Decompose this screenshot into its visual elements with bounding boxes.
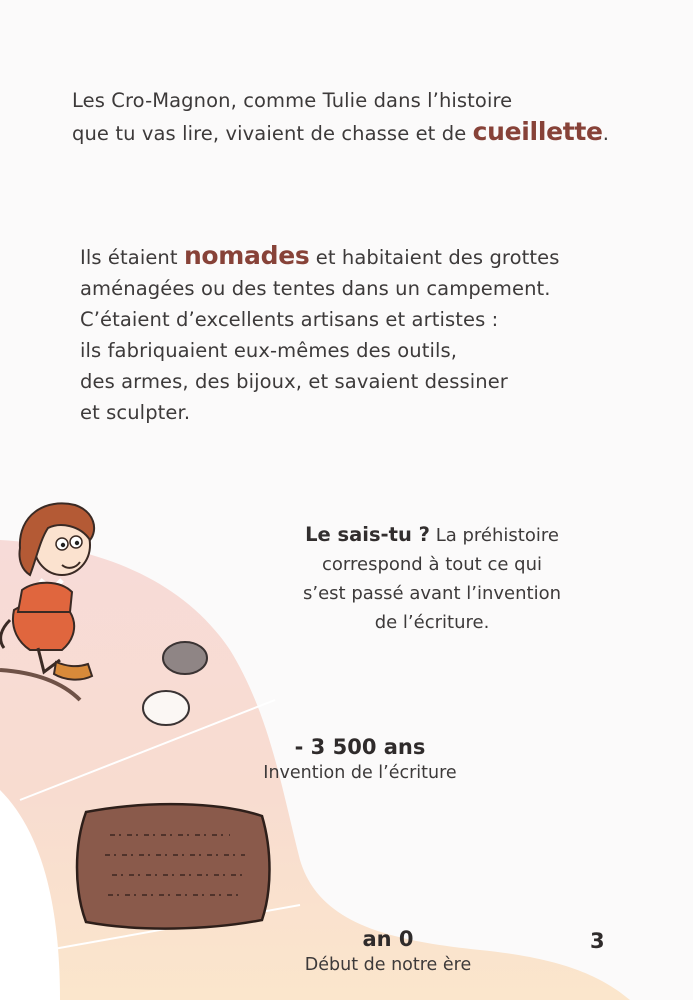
highlight-cueillette: cueillette xyxy=(472,117,603,146)
nomads-line-4: ils fabriquaient eux-mêmes des outils, xyxy=(80,339,458,362)
highlight-nomades: nomades xyxy=(183,241,310,270)
did-you-know-title: Le sais-tu ? xyxy=(305,523,430,546)
nomads-paragraph xyxy=(80,240,680,428)
timeline-event-writing xyxy=(230,733,490,785)
event-date: an 0 xyxy=(362,927,414,951)
clay-tablet xyxy=(77,804,270,928)
nomads-line-1 xyxy=(80,240,680,273)
event-label: Début de notre ère xyxy=(304,955,472,975)
did-you-know-line-2: correspond à tout ce qui xyxy=(322,554,542,575)
nomads-line-5: des armes, des bijoux, et savaient dessiner xyxy=(80,370,508,393)
event-label: Invention de l’écriture xyxy=(263,763,457,783)
intro-paragraph xyxy=(72,85,672,149)
nomads-line-1-end: et habitaient des grottes xyxy=(309,246,560,269)
intro-line-2-end: . xyxy=(602,122,610,145)
did-you-know-line-4: de l’écriture. xyxy=(374,612,490,633)
pebble-white xyxy=(143,691,189,725)
nomads-line-3: C’étaient d’excellents artisans et artistes : xyxy=(80,308,499,331)
event-date: - 3 500 ans xyxy=(294,735,426,759)
intro-line-2-text: que tu vas lire, vivaient de chasse et de xyxy=(72,122,473,145)
nomads-line-2: aménagées ou des tentes dans un campement. xyxy=(80,277,551,300)
intro-line-1: Les Cro-Magnon, comme Tulie dans l’histoire xyxy=(72,89,513,112)
page-number: 3 xyxy=(590,929,605,953)
intro-line-2 xyxy=(72,116,672,149)
nomads-line-1-start: Ils étaient xyxy=(80,246,184,269)
timeline-event-year-zero xyxy=(278,925,498,977)
nomads-line-6: et sculpter. xyxy=(80,401,191,424)
did-you-know-line-3: s’est passé avant l’invention xyxy=(303,583,561,604)
pebble-grey xyxy=(163,642,207,674)
did-you-know-line-1 xyxy=(262,520,602,550)
did-you-know-text-1: La préhistoire xyxy=(429,525,559,546)
did-you-know-box xyxy=(262,520,602,637)
